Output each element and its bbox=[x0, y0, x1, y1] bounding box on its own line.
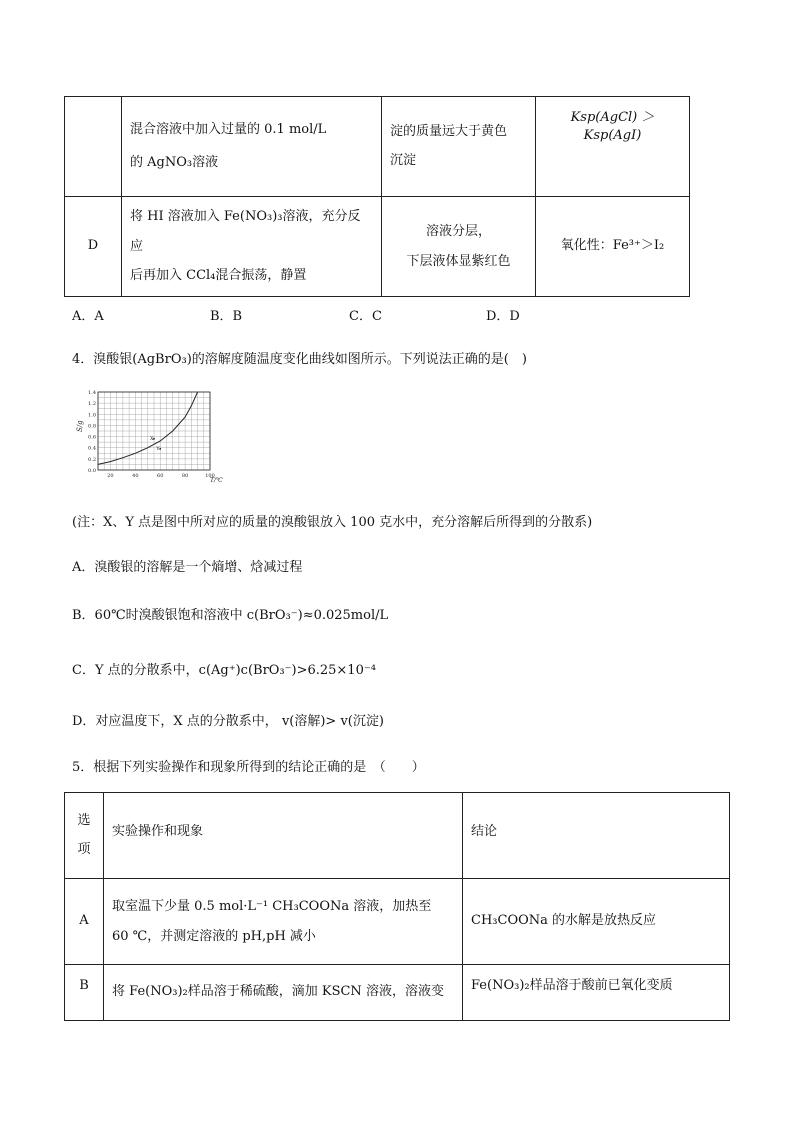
x-tick-label: 40 bbox=[132, 473, 139, 479]
x-tick-label: 100 bbox=[205, 473, 215, 479]
row-label-cell bbox=[65, 197, 122, 297]
row-label: D bbox=[87, 238, 99, 254]
phenomenon-line: 沉淀 bbox=[390, 152, 417, 168]
point-label: Y bbox=[156, 445, 160, 452]
y-tick-label: 0.4 bbox=[88, 445, 96, 452]
row-label-cell bbox=[65, 879, 104, 965]
y-tick-label: 1.4 bbox=[88, 390, 96, 396]
q4-option-c[interactable]: C．Y 点的分散系中，c(Ag⁺)c(BrO₃⁻)>6.25×10⁻⁴ bbox=[72, 663, 376, 678]
table-row bbox=[65, 879, 730, 965]
x-tick-labels bbox=[107, 473, 215, 479]
table-row bbox=[65, 97, 690, 197]
row-label-cell bbox=[65, 97, 122, 197]
header-option-cell bbox=[65, 793, 104, 879]
x-tick-label: 60 bbox=[157, 473, 164, 479]
point-label: X bbox=[150, 435, 154, 442]
table-header-row bbox=[65, 793, 730, 879]
option-d[interactable]: D．D bbox=[486, 309, 520, 324]
q4-note: (注：X、Y 点是图中所对应的质量的溴酸银放入 100 克水中，充分溶解后所得到的分散系) bbox=[72, 515, 593, 530]
conclusion-cell bbox=[536, 197, 690, 297]
option-a[interactable]: A．A bbox=[72, 309, 104, 324]
q4-stem: 4．溴酸银(AgBrO₃)的溶解度随温度变化曲线如图所示。下列说法正确的是( ) bbox=[72, 352, 527, 367]
operation-line: 取室温下少量 0.5 mol·L⁻¹ CH₃COONa 溶液，加热至 bbox=[112, 898, 432, 914]
conclusion-text: Ksp(AgCl) ＞Ksp(AgI) bbox=[570, 110, 655, 144]
solubility-chart bbox=[78, 384, 228, 484]
row-label: A bbox=[79, 913, 89, 929]
operation-line: 后再加入 CCl₄混合振荡，静置 bbox=[130, 268, 307, 284]
header-operation: 实验操作和现象 bbox=[112, 824, 204, 839]
phenomenon-line: 下层液体显紫红色 bbox=[406, 253, 511, 269]
phenomenon-cell bbox=[382, 97, 536, 197]
x-tick-label: 20 bbox=[107, 473, 114, 479]
operation-cell bbox=[104, 965, 463, 1021]
x-tick-label: 80 bbox=[181, 473, 189, 479]
conclusion-text: CH₃COONa 的水解是放热反应 bbox=[471, 913, 657, 929]
header-operation-cell bbox=[104, 793, 463, 879]
data-point bbox=[159, 448, 161, 450]
operation-line: 将 Fe(NO₃)₂样品溶于稀硫酸，滴加 KSCN 溶液，溶液变 bbox=[112, 984, 444, 999]
chart-grid bbox=[98, 392, 210, 470]
conclusion-text: 氧化性：Fe³⁺＞I₂ bbox=[560, 238, 665, 254]
row-label-cell bbox=[65, 965, 104, 1021]
y-tick-labels bbox=[88, 390, 96, 474]
conclusion-cell bbox=[463, 879, 730, 965]
experiment-table-1 bbox=[64, 96, 690, 297]
q3-options bbox=[72, 305, 712, 323]
operation-line: 混合溶液中加入过量的 0.1 mol/L bbox=[130, 122, 327, 138]
y-tick-label: 0.0 bbox=[88, 468, 96, 474]
phenomenon-cell bbox=[382, 197, 536, 297]
table-row bbox=[65, 965, 730, 1021]
operation-line: 的 AgNO₃溶液 bbox=[130, 154, 219, 170]
y-tick-label: 1.0 bbox=[88, 412, 96, 419]
phenomenon-line: 淀的质量远大于黄色 bbox=[390, 124, 508, 140]
y-tick-label: 0.2 bbox=[88, 456, 96, 463]
header-conclusion-cell bbox=[463, 793, 730, 879]
header-option-line: 选 bbox=[77, 813, 91, 829]
experiment-table-2 bbox=[64, 792, 730, 1021]
header-conclusion: 结论 bbox=[471, 824, 498, 839]
header-option-line: 项 bbox=[77, 841, 91, 857]
option-c[interactable]: C．C bbox=[349, 309, 382, 324]
y-axis-label: S/g bbox=[76, 420, 84, 432]
operation-line: 将 HI 溶液加入 Fe(NO₃)₃溶液，充分反应 bbox=[130, 208, 361, 254]
operation-cell bbox=[104, 879, 463, 965]
operation-cell bbox=[122, 97, 382, 197]
conclusion-cell bbox=[463, 965, 730, 1021]
q5-stem: 5．根据下列实验操作和现象所得到的结论正确的是 （ ） bbox=[72, 760, 425, 775]
row-label: B bbox=[79, 978, 89, 993]
conclusion-cell bbox=[536, 97, 690, 197]
y-tick-label: 0.8 bbox=[88, 423, 96, 430]
q4-option-a[interactable]: A．溴酸银的溶解是一个熵增、焓减过程 bbox=[72, 560, 303, 575]
y-tick-label: 1.2 bbox=[88, 401, 96, 408]
conclusion-text: Fe(NO₃)₂样品溶于酸前已氧化变质 bbox=[471, 978, 673, 993]
q4-option-d[interactable]: D．对应温度下，X 点的分散系中， v(溶解)> v(沉淀) bbox=[72, 714, 384, 729]
phenomenon-line: 溶液分层， bbox=[425, 223, 491, 239]
operation-cell bbox=[122, 197, 382, 297]
option-b[interactable]: B．B bbox=[210, 309, 243, 324]
q4-option-b[interactable]: B．60℃时溴酸银饱和溶液中 c(BrO₃⁻)≈0.025mol/L bbox=[72, 608, 389, 623]
x-axis-label: T/℃ bbox=[210, 477, 223, 484]
y-tick-label: 0.6 bbox=[88, 434, 96, 441]
operation-line: 60 ℃，并测定溶液的 pH,pH 减小 bbox=[112, 928, 316, 944]
table-row bbox=[65, 197, 690, 297]
